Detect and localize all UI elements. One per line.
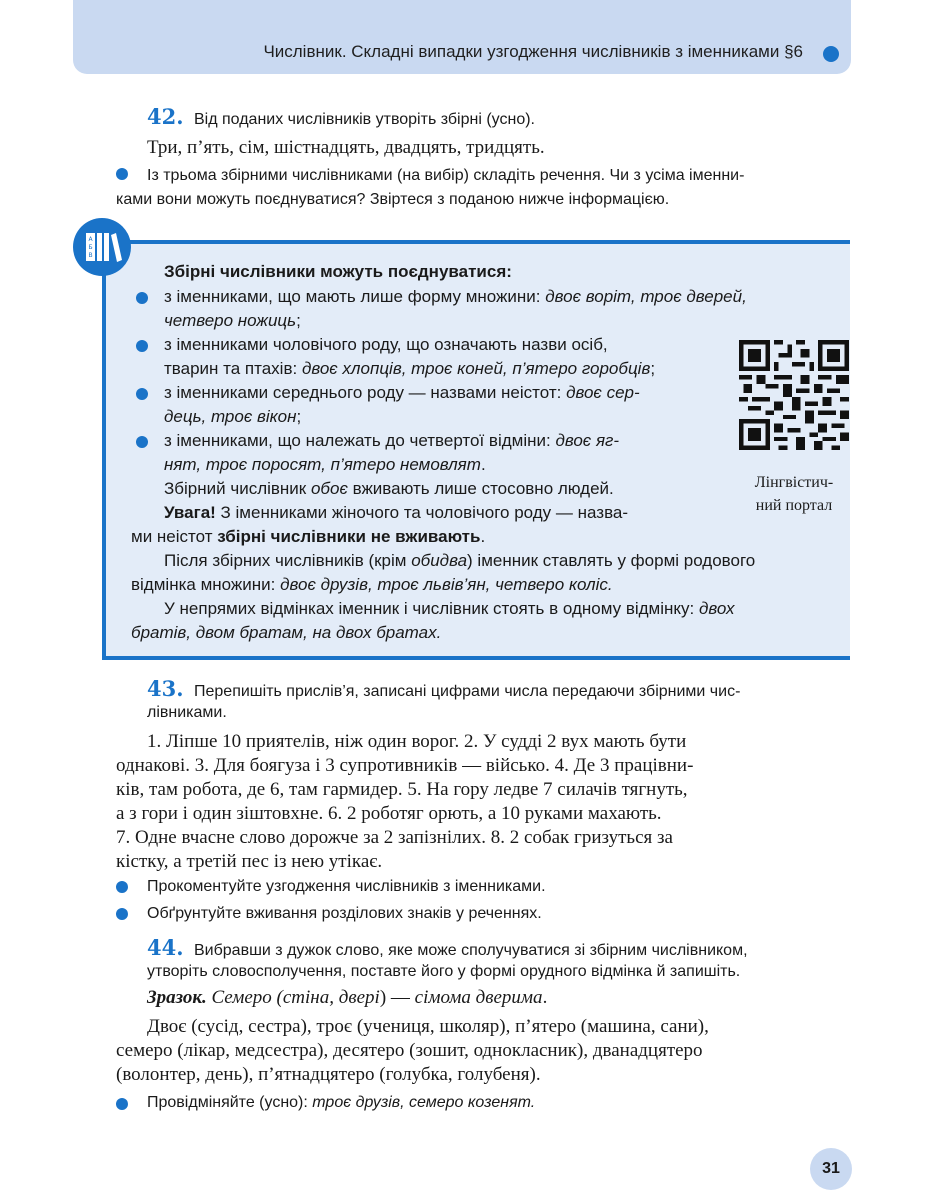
info-example: братів, двом братам, на двох братах. (131, 623, 442, 642)
text-line: а з гори і один зіштовхне. 6. 2 роботяг орють, а 10 руками махають. (116, 803, 662, 824)
info-text: тварин та птахів: (164, 359, 302, 378)
info-text: ; (296, 311, 301, 330)
info-example: двоє хлопців, троє коней, п’ятеро горобців (301, 359, 651, 378)
exercise-42-bullet-line1: Із трьома збірними числівниками (на вибір) складіть речення. Чи з усіма іменни- (147, 167, 745, 184)
exercise-number: 42. (147, 104, 184, 129)
exercise-43-bullet-2: Обґрунтуйте вживання розділових знаків у реченнях. (147, 905, 542, 922)
exercise-44-text (116, 1015, 856, 1087)
info-bullet-4 (164, 429, 724, 477)
info-text: ) іменник ставлять у формі родового (467, 551, 756, 570)
bullet-icon (136, 436, 148, 448)
info-text: . (480, 455, 486, 474)
info-bullet-3 (164, 381, 724, 429)
info-text: ; (650, 359, 656, 378)
exercise-44-sample (147, 987, 547, 1009)
exercise-43-task (147, 676, 740, 701)
info-text: . (480, 527, 486, 546)
info-example: нят, троє поросят, п’ятеро немовлят (164, 455, 481, 474)
text-line: однакові. 3. Для боягуза і 3 супротивників — військо. 4. Де 3 працівни- (116, 755, 694, 776)
info-text: вживають лише стосовно людей. (347, 479, 614, 498)
info-warning-line1 (164, 501, 628, 525)
exercise-44-task (147, 935, 748, 960)
text-line: Двоє (сусід, сестра), троє (учениця, школяр), п’ятеро (машина, сани), (147, 1016, 709, 1037)
text-line: (волонтер, день), п’ятнадцятеро (голубка, голубеня). (116, 1064, 541, 1085)
exercise-42-bullet-line2: ками вони можуть поєднуватися? Звіртеся з поданою нижче інформацією. (116, 191, 670, 208)
bullet-icon (116, 908, 128, 920)
info-bullet-1 (164, 285, 854, 333)
info-text: Після збірних числівників (крім (164, 551, 412, 570)
sample-text: стіна, двері (282, 987, 380, 1008)
text-line: семеро (лікар, медсестра), десятеро (зошит, однокласник), дванадцятеро (116, 1040, 703, 1061)
header-dot-icon (823, 46, 839, 62)
bullet-icon (136, 340, 148, 352)
info-example: двоє сер- (566, 383, 640, 402)
info-text: з іменниками, що належать до четвертої відміни: (164, 431, 556, 450)
page-number: 31 (810, 1148, 852, 1190)
info-indirect-line1 (164, 597, 734, 621)
books-icon (73, 218, 131, 276)
text-line: ків, там робота, де 6, там гармидер. 5. На гору ледве 7 силачів тягнуть, (116, 779, 688, 800)
qr-caption-line: Лінгвістич- (754, 474, 834, 491)
exercise-task: Вибравши з дужок слово, яке може сполучуватися зі збірним числівником, (194, 942, 748, 959)
sample-text: Семеро ( (206, 987, 283, 1008)
exercise-43-text (116, 730, 856, 874)
sample-text: ) — (379, 987, 415, 1008)
info-example: двох (698, 599, 735, 618)
exercise-43-task-line2: лівниками. (147, 704, 227, 721)
bullet-icon (136, 388, 148, 400)
qr-code-icon[interactable] (739, 339, 849, 451)
exercise-task: Від поданих числівників утворіть збірні (усно). (194, 111, 535, 128)
bullet-icon (136, 292, 148, 304)
page-header (73, 0, 851, 74)
info-example: дець, троє вікон (164, 407, 297, 426)
bullet-icon (116, 881, 128, 893)
info-warning-line2 (131, 525, 485, 549)
svg-text:А: А (88, 236, 93, 243)
info-example: двоє воріт, троє дверей, (545, 287, 747, 306)
bullet-text: Провідміняйте (усно): (147, 1094, 313, 1111)
info-bullet-2 (164, 333, 724, 381)
svg-text:Б: Б (88, 244, 93, 251)
info-text: з іменниками середнього роду — назвами неістот: (164, 383, 567, 402)
info-example: двоє друзів, троє львів’ян, четверо коліс. (280, 575, 613, 594)
exercise-42-task (147, 104, 535, 129)
info-heading: Збірні числівники можуть поєднуватися: (164, 262, 512, 281)
info-example: обидва (411, 551, 468, 570)
info-text: ми неістот (131, 527, 218, 546)
sample-text: сімома дверима (414, 987, 543, 1008)
exercise-44-bullet (147, 1094, 535, 1112)
info-text: З іменниками жіночого та чоловічого роду — назва- (215, 503, 629, 522)
info-text: відмінка множини: (131, 575, 281, 594)
bullet-icon (116, 168, 128, 180)
qr-caption-line: ний портал (755, 497, 833, 514)
exercise-number: 44. (147, 935, 184, 960)
text-line: кістку, а третій пес із нею утікає. (116, 851, 383, 872)
text-line: 7. Одне вчасне слово дорожче за 2 запізнілих. 8. 2 собак гризуться за (116, 827, 673, 848)
qr-caption (735, 471, 853, 517)
text-line: 1. Ліпше 10 приятелів, ніж один ворог. 2. У судді 2 вух мають бути (147, 731, 687, 752)
info-text: з іменниками чоловічого роду, що означають назви осіб, (164, 335, 608, 354)
info-text: Збірний числівник (164, 479, 311, 498)
info-after-line2 (131, 573, 613, 597)
header-title: Числівник. Складні випадки узгодження числівників з іменниками §6 (263, 42, 803, 61)
exercise-42-words: Три, п’ять, сім, шістнадцять, двадцять, тридцять. (147, 137, 545, 158)
info-text: з іменниками, що мають лише форму множини: (164, 287, 546, 306)
warning-label: Увага! (164, 503, 216, 522)
exercise-number: 43. (147, 676, 184, 701)
exercise-43-bullet-1: Прокоментуйте узгодження числівників з іменниками. (147, 878, 546, 895)
bullet-icon (116, 1098, 128, 1110)
bullet-example: троє друзів, семеро козенят. (312, 1094, 536, 1111)
info-after-line1 (164, 549, 755, 573)
info-example: двоє яг- (555, 431, 620, 450)
svg-text:В: В (88, 252, 93, 259)
info-text: ; (296, 407, 302, 426)
info-text: У непрямих відмінках іменник і числівник стоять в одному відмінку: (164, 599, 699, 618)
info-bold: збірні числівники не вживають (217, 527, 481, 546)
info-oboie (164, 477, 614, 501)
info-example: четверо ножиць (164, 311, 297, 330)
info-indirect-line2 (131, 621, 441, 645)
sample-text: . (542, 987, 548, 1008)
exercise-task: Перепишіть прислів’я, записані цифрами числа передаючи збірними чис- (194, 683, 741, 700)
info-example: обоє (310, 479, 348, 498)
sample-label: Зразок. (147, 987, 207, 1008)
exercise-44-task-line2: утворіть словосполучення, поставте його у формі орудного відмінка й запишіть. (147, 963, 741, 980)
